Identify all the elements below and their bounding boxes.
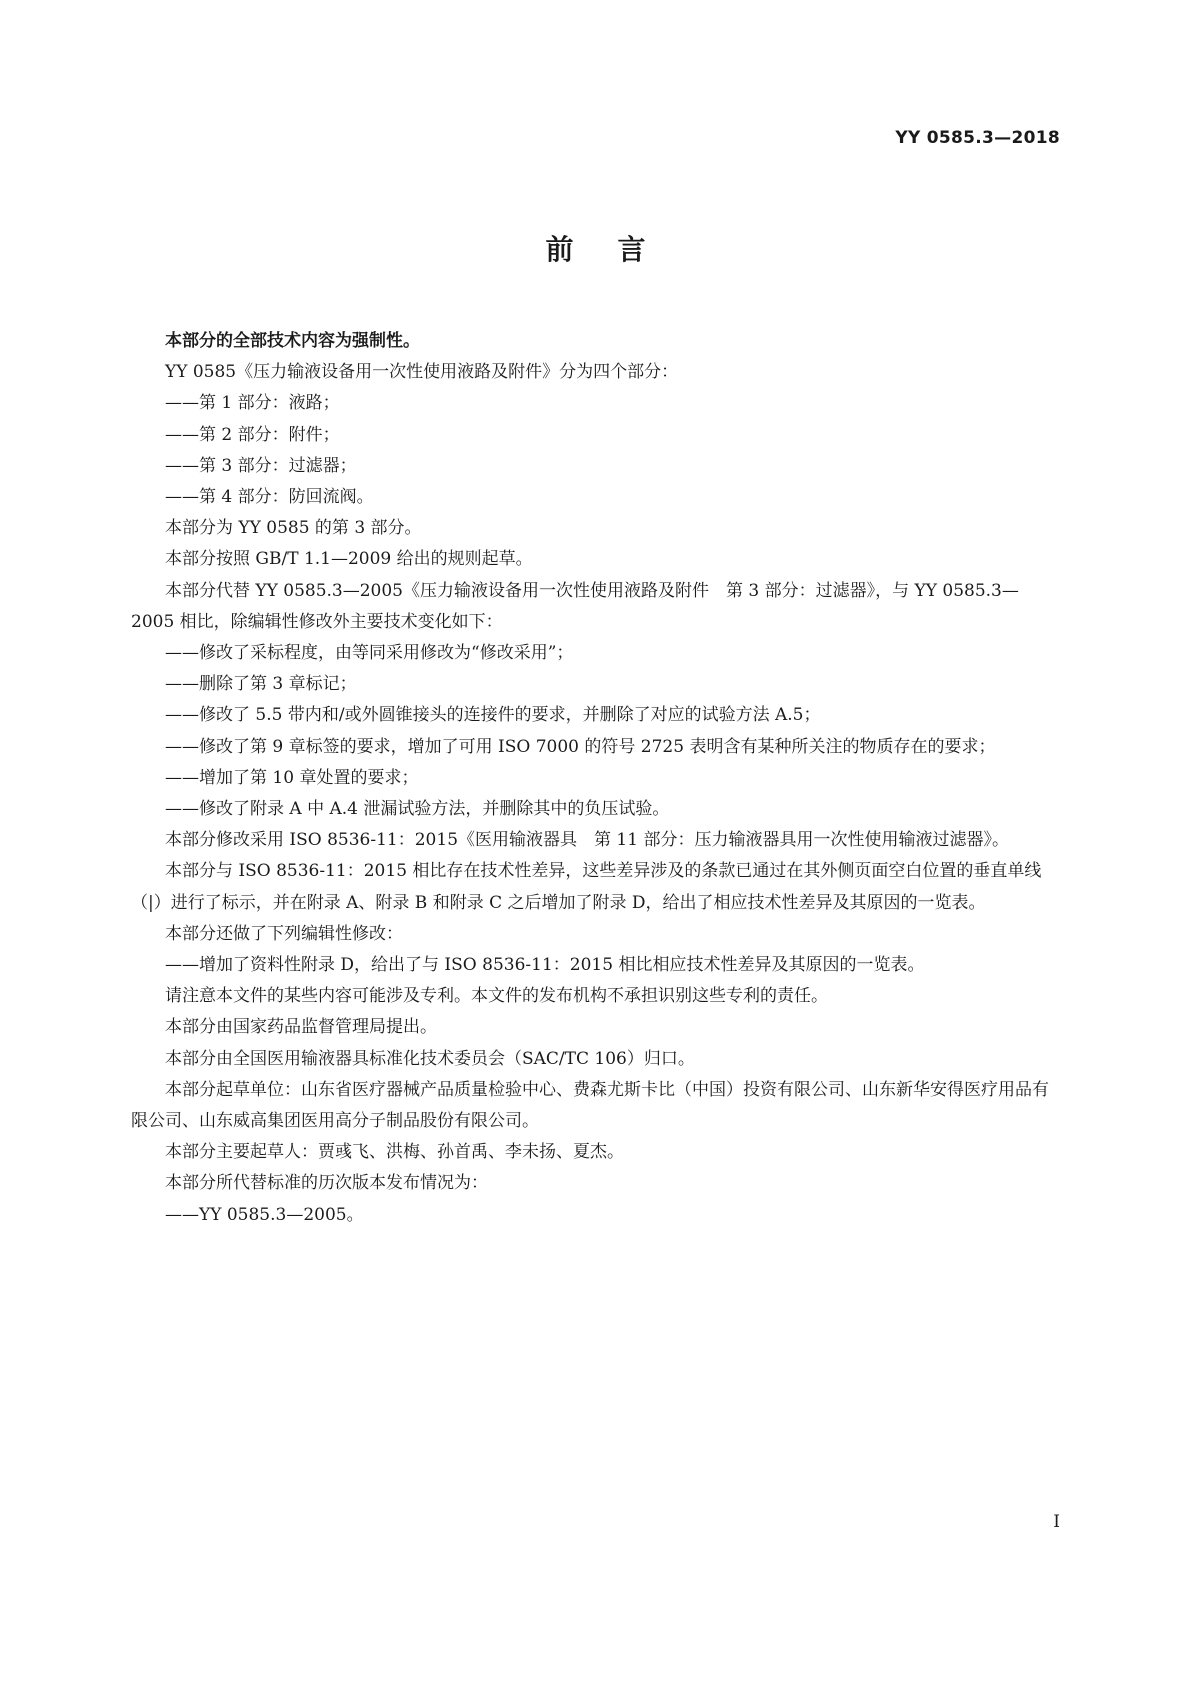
paragraph: 本部分与 ISO 8536-11：2015 相比存在技术性差异，这些差异涉及的条款已通过在其外侧页面空白位置的垂直单线（|）进行了标示，并在附录 A、附录 B 和附录 C 之后增加了附录 D，给出了相应技术性差异及其原因的一览表。	[131, 861, 1042, 913]
dash-item: ——增加了第 10 章处置的要求；	[165, 767, 419, 788]
paragraph: 本部分还做了下列编辑性修改：	[165, 923, 403, 944]
page-number: I	[1053, 1512, 1060, 1532]
paragraph: 本部分为 YY 0585 的第 3 部分。	[165, 518, 422, 539]
dash-item: ——第 2 部分：附件；	[165, 424, 340, 445]
paragraph: 本部分修改采用 ISO 8536-11：2015《医用输液器具 第 11 部分：压力输液器具用一次性使用输液过滤器》。	[165, 830, 1009, 851]
paragraph: 本部分所代替标准的历次版本发布情况为：	[165, 1173, 488, 1194]
dash-item: ——第 1 部分：液路；	[165, 393, 340, 414]
paragraph: 本部分按照 GB/T 1.1—2009 给出的规则起草。	[165, 549, 533, 570]
dash-item: ——第 4 部分：防回流阀。	[165, 487, 374, 508]
paragraph: 请注意本文件的某些内容可能涉及专利。本文件的发布机构不承担识别这些专利的责任。	[165, 986, 828, 1007]
paragraph: YY 0585《压力输液设备用一次性使用液路及附件》分为四个部分：	[165, 362, 679, 383]
dash-item: ——第 3 部分：过滤器；	[165, 455, 357, 476]
paragraph: 本部分起草单位：山东省医疗器械产品质量检验中心、费森尤斯卡比（中国）投资有限公司、山东新华安得医疗用品有限公司、山东威高集团医用高分子制品股份有限公司。	[131, 1079, 1049, 1132]
dash-item: ——修改了附录 A 中 A.4 泄漏试验方法，并删除其中的负压试验。	[165, 799, 670, 820]
dash-item: ——YY 0585.3—2005。	[165, 1204, 364, 1225]
document-body	[131, 326, 1060, 1231]
dash-item: ——删除了第 3 章标记；	[165, 674, 357, 695]
standard-number-header: YY 0585.3—2018	[895, 128, 1060, 148]
mandatory-statement: 本部分的全部技术内容为强制性。	[165, 331, 420, 351]
dash-item: ——增加了资料性附录 D，给出了与 ISO 8536-11：2015 相比相应技术性差异及其原因的一览表。	[165, 955, 925, 976]
dash-item: ——修改了采标程度，由等同采用修改为“修改采用”；	[165, 643, 574, 664]
dash-item: ——修改了第 9 章标签的要求，增加了可用 ISO 7000 的符号 2725 表明含有某种所关注的物质存在的要求；	[165, 736, 996, 757]
paragraph: 本部分由国家药品监督管理局提出。	[165, 1017, 437, 1038]
page-title: 前言	[545, 233, 690, 266]
dash-item: ——修改了 5.5 带内和/或外圆锥接头的连接件的要求，并删除了对应的试验方法 A.5；	[165, 705, 821, 726]
paragraph: 本部分主要起草人：贾彧飞、洪梅、孙首禹、李未扬、夏杰。	[165, 1142, 624, 1163]
paragraph: 本部分由全国医用输液器具标准化技术委员会（SAC/TC 106）归口。	[165, 1048, 695, 1069]
paragraph: 本部分代替 YY 0585.3—2005《压力输液设备用一次性使用液路及附件 第 3 部分：过滤器》，与 YY 0585.3—2005 相比，除编辑性修改外主要技术变化如下：	[131, 580, 1019, 632]
